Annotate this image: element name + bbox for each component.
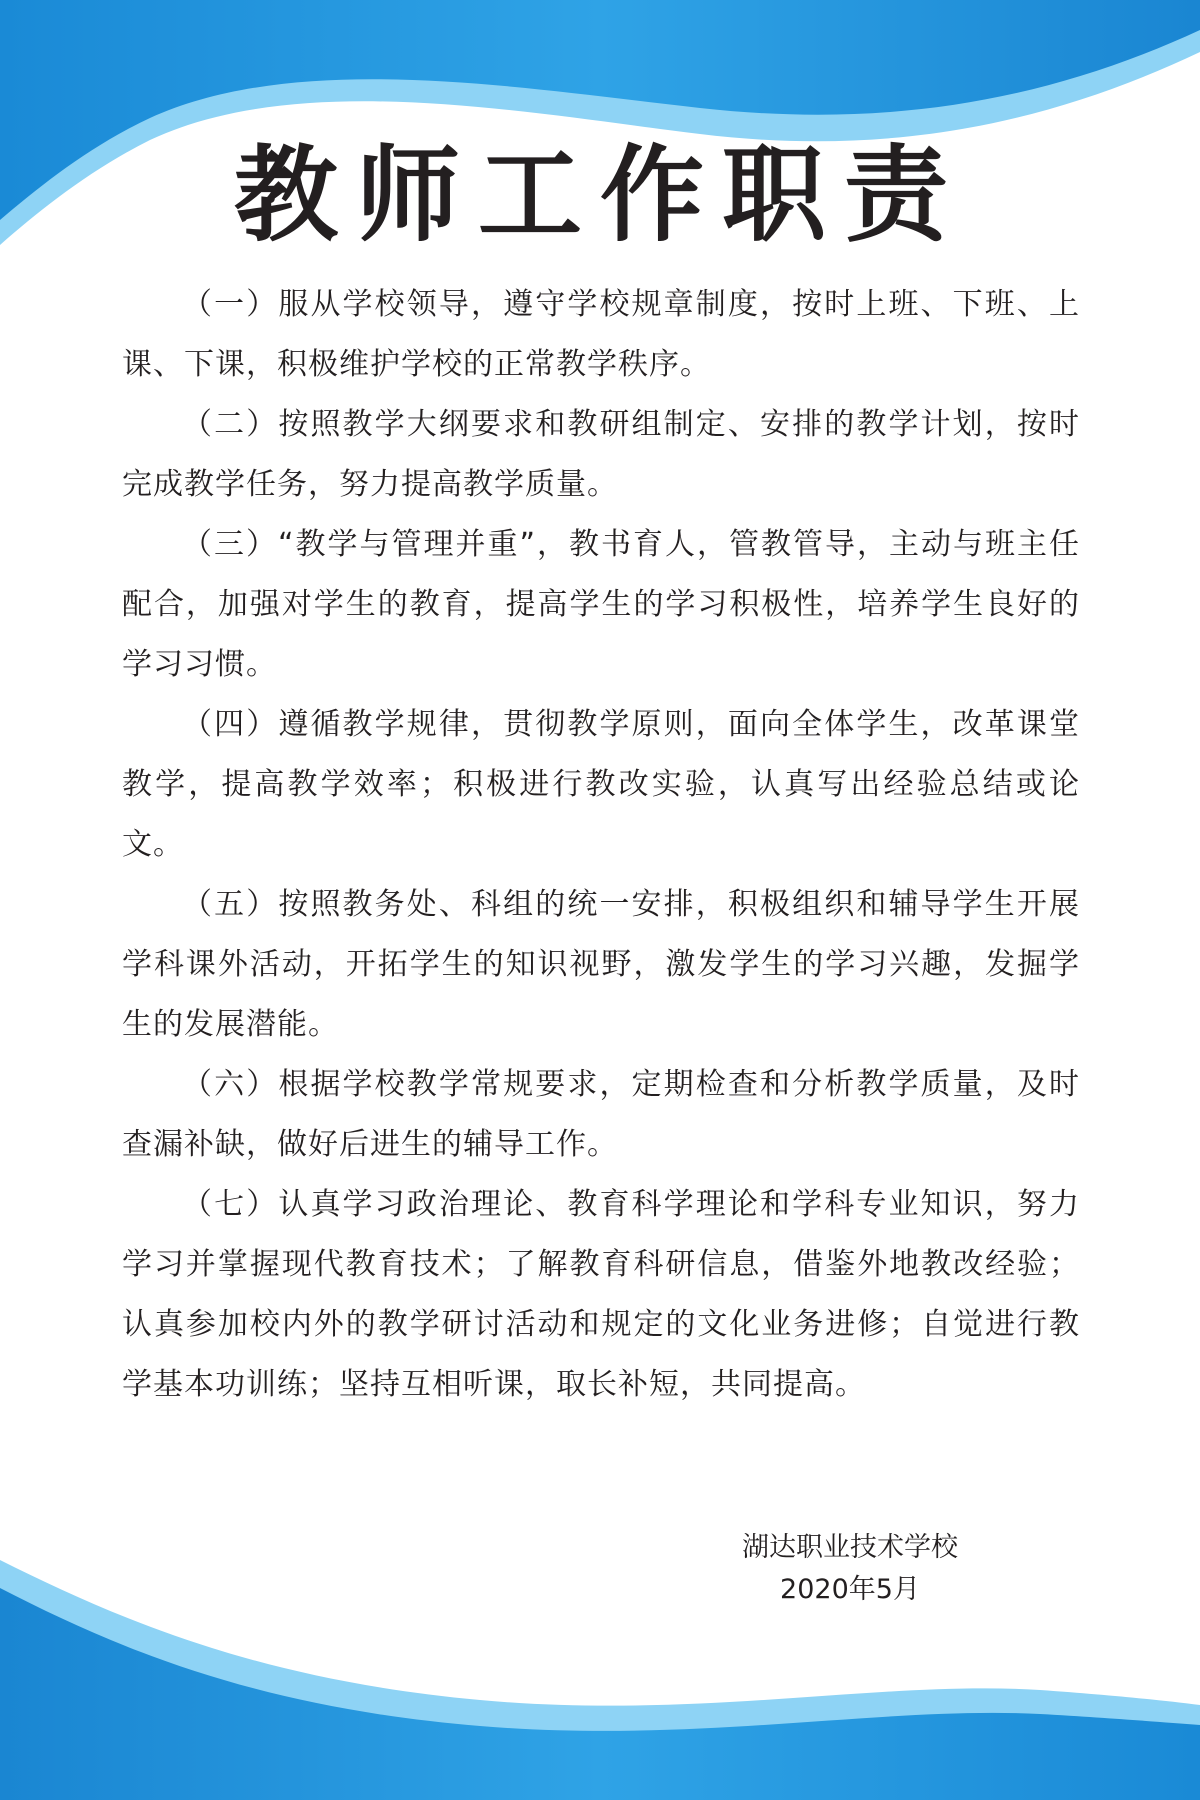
duty-item-5: （五）按照教务处、科组的统一安排，积极组织和辅导学生开展学科课外活动，开拓学生的知识视野，激发学生的学习兴趣，发掘学生的发展潜能。 [122,887,1080,1042]
duties-list [122,275,1080,1415]
duty-item-3: （三）“教学与管理并重”，教书育人，管教管导，主动与班主任配合，加强对学生的教育，提高学生的学习积极性，培养学生良好的学习习惯。 [122,527,1080,682]
signature-block [690,1527,1010,1611]
duty-item-6: （六）根据学校教学常规要求，定期检查和分析教学质量，及时查漏补缺，做好后进生的辅导工作。 [122,1067,1080,1162]
duty-item-7: （七）认真学习政治理论、教育科学理论和学科专业知识，努力学习并掌握现代教育技术；了解教育科研信息，借鉴外地教改经验；认真参加校内外的教学研讨活动和规定的文化业务进修；自觉进行教学基本功训练；坚持互相听课，取长补短，共同提高。 [122,1187,1080,1402]
page-title: 教师工作职责 [233,134,966,256]
school-name: 湖达职业技术学校 [742,1532,958,1563]
duty-item-1: （一）服从学校领导，遵守学校规章制度，按时上班、下班、上课、下课，积极维护学校的正常教学秩序。 [122,287,1080,382]
duty-item-4: （四）遵循教学规律，贯彻教学原则，面向全体学生，改革课堂教学，提高教学效率；积极进行教改实验，认真写出经验总结或论文。 [122,707,1080,862]
bottom-wave-decoration [0,1540,1200,1800]
duty-item-2: （二）按照教学大纲要求和教研组制定、安排的教学计划，按时完成教学任务，努力提高教学质量。 [122,407,1080,502]
issue-date: 2020年5月 [780,1574,920,1605]
